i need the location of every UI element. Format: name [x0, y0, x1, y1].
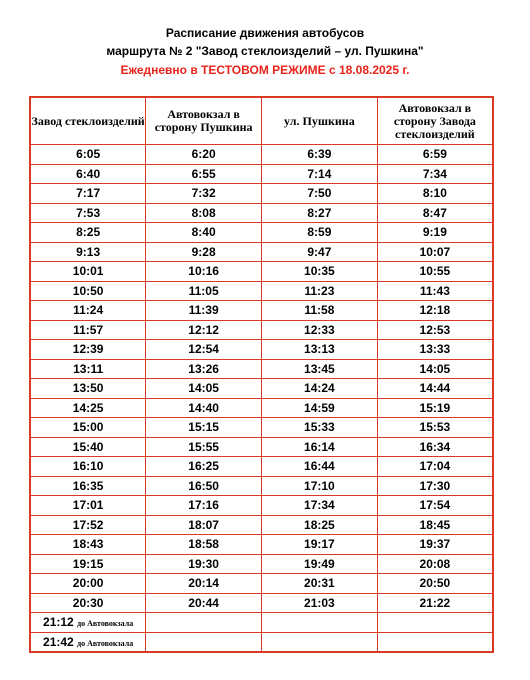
time-cell: 16:14: [262, 437, 378, 457]
column-header: Автовокзал в сторону Пушкина: [146, 97, 262, 145]
time-cell: 8:40: [146, 223, 262, 243]
empty-cell: [377, 632, 493, 652]
time-cell: 19:37: [377, 535, 493, 555]
time-cell: 10:07: [377, 242, 493, 262]
last-trip-cell: [30, 613, 146, 633]
time-cell: 6:05: [30, 145, 146, 165]
column-header: Автовокзал в сторону Завода стеклоизделий: [377, 97, 493, 145]
route-name: маршрута № 2 "Завод стеклоизделий – ул. Пушкина": [106, 44, 424, 58]
header-row: [30, 97, 493, 145]
time-cell: 14:05: [377, 359, 493, 379]
time-cell: 11:43: [377, 281, 493, 301]
time-cell: 11:58: [262, 301, 378, 321]
time-cell: 16:25: [146, 457, 262, 477]
last-trip-cell: [30, 632, 146, 652]
time-cell: 18:25: [262, 515, 378, 535]
time-cell: 15:33: [262, 418, 378, 438]
table-row: [30, 320, 493, 340]
time-cell: 19:49: [262, 554, 378, 574]
table-row: [30, 398, 493, 418]
time-cell: 7:14: [262, 164, 378, 184]
time-cell: 11:24: [30, 301, 146, 321]
time-cell: 17:54: [377, 496, 493, 516]
time-cell: 10:50: [30, 281, 146, 301]
table-row: [30, 593, 493, 613]
time-cell: 19:30: [146, 554, 262, 574]
table-row: [30, 359, 493, 379]
time-cell: 18:58: [146, 535, 262, 555]
time-cell: 9:47: [262, 242, 378, 262]
test-mode-notice: Ежедневно в ТЕСТОВОМ РЕЖИМЕ с 18.08.2025 г.: [120, 63, 410, 77]
time-cell: 16:34: [377, 437, 493, 457]
table-row: [30, 262, 493, 282]
time-cell: 20:08: [377, 554, 493, 574]
time-cell: 8:25: [30, 223, 146, 243]
time-cell: 14:40: [146, 398, 262, 418]
time-cell: 11:39: [146, 301, 262, 321]
time-cell: 20:14: [146, 574, 262, 594]
time-cell: 17:01: [30, 496, 146, 516]
time-cell: 17:04: [377, 457, 493, 477]
time-cell: 18:43: [30, 535, 146, 555]
time-cell: 10:35: [262, 262, 378, 282]
time-cell: 20:00: [30, 574, 146, 594]
time-cell: 20:44: [146, 593, 262, 613]
table-row: [30, 145, 493, 165]
table-row: [30, 242, 493, 262]
time-cell: 20:30: [30, 593, 146, 613]
last-trip-row: [30, 632, 493, 652]
table-row: [30, 515, 493, 535]
time-cell: 16:10: [30, 457, 146, 477]
time-cell: 10:16: [146, 262, 262, 282]
time-cell: 12:53: [377, 320, 493, 340]
time-cell: 15:00: [30, 418, 146, 438]
time-cell: 13:33: [377, 340, 493, 360]
time-cell: 8:10: [377, 184, 493, 204]
time-cell: 19:17: [262, 535, 378, 555]
time-cell: 8:59: [262, 223, 378, 243]
schedule-title: Расписание движения автобусов: [165, 26, 365, 40]
time-cell: 8:47: [377, 203, 493, 223]
time-cell: 14:24: [262, 379, 378, 399]
time-cell: 6:59: [377, 145, 493, 165]
table-row: [30, 223, 493, 243]
time-cell: 7:32: [146, 184, 262, 204]
time-cell: 11:23: [262, 281, 378, 301]
time-cell: 12:33: [262, 320, 378, 340]
table-row: [30, 164, 493, 184]
last-trip-time: 21:12: [43, 615, 74, 630]
time-cell: 7:50: [262, 184, 378, 204]
time-cell: 11:05: [146, 281, 262, 301]
time-cell: 12:39: [30, 340, 146, 360]
empty-cell: [146, 613, 262, 633]
time-cell: 13:50: [30, 379, 146, 399]
table-row: [30, 203, 493, 223]
time-cell: 17:30: [377, 476, 493, 496]
empty-cell: [146, 632, 262, 652]
last-trip-row: [30, 613, 493, 633]
table-row: [30, 437, 493, 457]
time-cell: 8:08: [146, 203, 262, 223]
time-cell: 19:15: [30, 554, 146, 574]
last-trip-destination: до Автовокзала: [77, 619, 134, 629]
schedule-body: [30, 145, 493, 653]
table-row: [30, 379, 493, 399]
time-cell: 13:13: [262, 340, 378, 360]
time-cell: 7:17: [30, 184, 146, 204]
time-cell: 16:44: [262, 457, 378, 477]
time-cell: 15:40: [30, 437, 146, 457]
time-cell: 21:03: [262, 593, 378, 613]
time-cell: 17:52: [30, 515, 146, 535]
time-cell: 12:18: [377, 301, 493, 321]
time-cell: 14:44: [377, 379, 493, 399]
time-cell: 15:15: [146, 418, 262, 438]
time-cell: 12:54: [146, 340, 262, 360]
time-cell: 16:50: [146, 476, 262, 496]
table-row: [30, 301, 493, 321]
empty-cell: [377, 613, 493, 633]
time-cell: 14:25: [30, 398, 146, 418]
time-cell: 9:19: [377, 223, 493, 243]
time-cell: 11:57: [30, 320, 146, 340]
time-cell: 18:07: [146, 515, 262, 535]
time-cell: 14:59: [262, 398, 378, 418]
empty-cell: [262, 613, 378, 633]
last-trip-time: 21:42: [43, 634, 74, 649]
time-cell: 14:05: [146, 379, 262, 399]
schedule-table: [29, 96, 494, 653]
time-cell: 6:20: [146, 145, 262, 165]
time-cell: 8:27: [262, 203, 378, 223]
time-cell: 13:26: [146, 359, 262, 379]
time-cell: 9:28: [146, 242, 262, 262]
time-cell: 6:40: [30, 164, 146, 184]
table-row: [30, 184, 493, 204]
time-cell: 9:13: [30, 242, 146, 262]
time-cell: 7:34: [377, 164, 493, 184]
table-row: [30, 418, 493, 438]
table-row: [30, 554, 493, 574]
time-cell: 15:19: [377, 398, 493, 418]
table-row: [30, 281, 493, 301]
time-cell: 6:39: [262, 145, 378, 165]
table-row: [30, 476, 493, 496]
time-cell: 15:55: [146, 437, 262, 457]
time-cell: 13:45: [262, 359, 378, 379]
column-header: ул. Пушкина: [262, 97, 378, 145]
time-cell: 21:22: [377, 593, 493, 613]
time-cell: 12:12: [146, 320, 262, 340]
table-row: [30, 535, 493, 555]
time-cell: 18:45: [377, 515, 493, 535]
time-cell: 16:35: [30, 476, 146, 496]
time-cell: 10:55: [377, 262, 493, 282]
time-cell: 17:34: [262, 496, 378, 516]
table-row: [30, 574, 493, 594]
time-cell: 17:16: [146, 496, 262, 516]
time-cell: 20:50: [377, 574, 493, 594]
time-cell: 15:53: [377, 418, 493, 438]
time-cell: 13:11: [30, 359, 146, 379]
time-cell: 7:53: [30, 203, 146, 223]
time-cell: 20:31: [262, 574, 378, 594]
table-row: [30, 457, 493, 477]
time-cell: 10:01: [30, 262, 146, 282]
column-header: Завод стеклоизделий: [30, 97, 146, 145]
table-row: [30, 340, 493, 360]
time-cell: 17:10: [262, 476, 378, 496]
last-trip-destination: до Автовокзала: [77, 638, 134, 648]
table-row: [30, 496, 493, 516]
empty-cell: [262, 632, 378, 652]
time-cell: 6:55: [146, 164, 262, 184]
